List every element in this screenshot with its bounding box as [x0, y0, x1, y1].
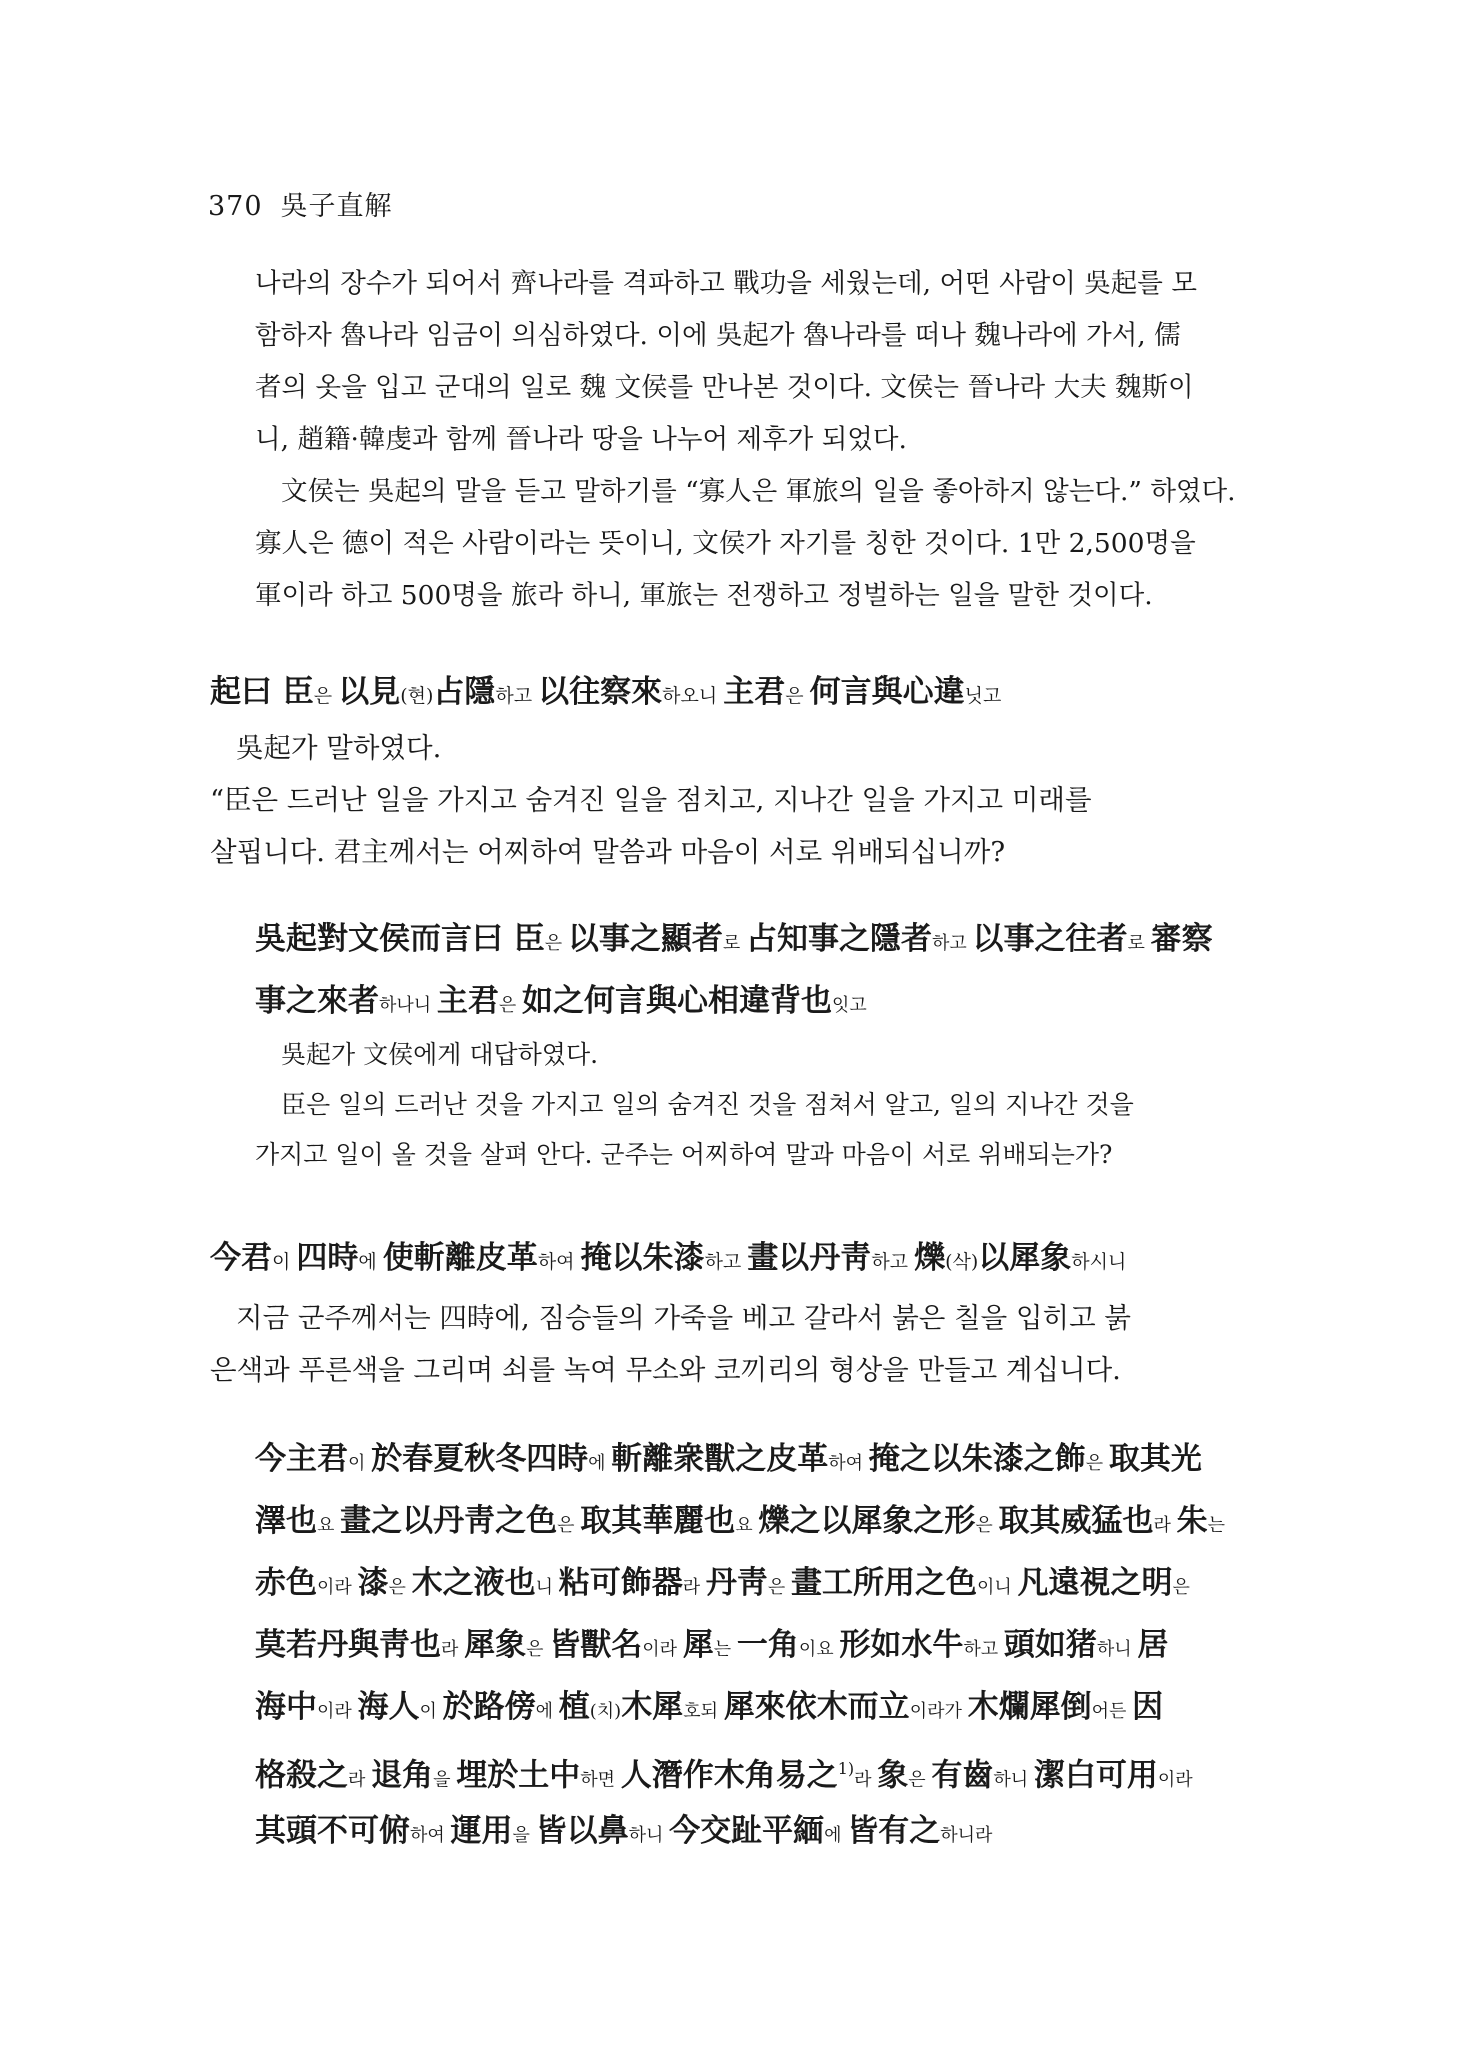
text-segment: 라: [348, 1769, 372, 1791]
text-line: 니, 趙籍·韓虔과 함께 晉나라 땅을 나누어 제후가 되었다.: [255, 424, 907, 455]
text-line: 者의 옷을 입고 군대의 일로 魏 文侯를 만나본 것이다. 文侯는 晉나라 大夫 魏斯이: [255, 372, 1194, 403]
text-segment: 은: [544, 933, 568, 954]
text-segment: 잇고: [832, 995, 867, 1016]
text-segment: 이: [348, 1453, 372, 1474]
text-segment: 은: [557, 1515, 581, 1536]
text-segment: 形如水牛: [839, 1627, 964, 1663]
text-segment: 는: [1207, 1515, 1226, 1536]
text-segment: 라: [854, 1769, 878, 1791]
text-segment: 事之來者: [255, 983, 379, 1019]
text-segment: 海人: [357, 1689, 420, 1725]
text-segment: 其頭不可俯: [255, 1813, 410, 1849]
text-segment: 하고: [871, 1251, 915, 1273]
text-segment: 象: [877, 1757, 909, 1794]
text-line: 臣은 일의 드러난 것을 가지고 일의 숨겨진 것을 점쳐서 알고, 일의 지나간 것을: [281, 1090, 1134, 1119]
text-segment: 格殺之: [255, 1757, 348, 1794]
text-segment: 로: [1127, 933, 1151, 954]
text-line: 寡人은 德이 적은 사람이라는 뜻이니, 文侯가 자기를 칭한 것이다. 1만 2,500명을: [255, 528, 1196, 559]
text-segment: 埋於土中: [456, 1757, 581, 1794]
text-segment: 一角: [736, 1627, 799, 1663]
text-segment: 하고: [963, 1639, 1004, 1660]
text-segment: 하면: [580, 1769, 621, 1791]
commentary-line: [255, 1428, 1265, 1490]
text-segment: 退角: [371, 1757, 434, 1794]
text-segment: 木犀: [621, 1689, 684, 1725]
text-segment: 占知事之隱者: [746, 921, 933, 957]
text-segment: 에: [535, 1701, 559, 1722]
text-segment: 海中: [255, 1689, 317, 1725]
commentary-text: [255, 908, 1265, 1032]
text-segment: 은: [908, 1769, 932, 1791]
text-segment: (치): [589, 1701, 622, 1722]
text-segment: 이니: [977, 1577, 1018, 1598]
text-segment: 以見: [338, 674, 401, 710]
text-segment: 今主君: [255, 1441, 348, 1477]
text-segment: 皆獸名: [549, 1627, 643, 1663]
text-segment: 하니라: [940, 1825, 993, 1846]
text-segment: 니: [535, 1577, 559, 1598]
text-segment: 因: [1132, 1689, 1164, 1725]
text-segment: 畫之以丹靑之色: [340, 1503, 558, 1539]
text-segment: 하니: [1096, 1639, 1138, 1660]
text-segment: 畫工所用之色: [791, 1565, 977, 1601]
text-segment: 에: [824, 1825, 848, 1846]
text-segment: 라: [682, 1577, 706, 1598]
text-segment: 은: [767, 1577, 791, 1598]
text-line: “臣은 드러난 일을 가지고 숨겨진 일을 점치고, 지나간 일을 가지고 미래를: [210, 784, 1092, 816]
book-title: 吳子直解: [280, 191, 393, 222]
text-segment: 有齒: [931, 1757, 994, 1794]
text-segment: 吳起對文侯而言曰 臣: [255, 921, 545, 957]
text-segment: 犀來依木而立: [723, 1689, 910, 1725]
text-segment: 赤色: [255, 1565, 317, 1601]
text-segment: 丹靑: [705, 1565, 768, 1601]
text-segment: 運用: [450, 1813, 513, 1849]
commentary-text: [255, 1428, 1265, 1862]
commentary-line: [255, 1676, 1265, 1738]
text-segment: 이: [419, 1701, 443, 1722]
commentary-line: [255, 970, 1265, 1032]
text-segment: 에: [358, 1251, 383, 1273]
text-segment: 라: [1153, 1515, 1177, 1536]
text-line: 가지고 일이 올 것을 살펴 안다. 군주는 어찌하여 말과 마음이 서로 위배되는가?: [255, 1140, 1113, 1169]
text-segment: 今君: [210, 1240, 272, 1276]
text-segment: 을: [433, 1769, 457, 1791]
text-segment: 於春夏秋冬四時: [371, 1441, 589, 1477]
text-segment: 取其華麗也: [580, 1503, 736, 1539]
text-segment: 은: [388, 1577, 412, 1598]
text-segment: 犀: [682, 1627, 714, 1663]
text-segment: 起曰 臣: [210, 674, 314, 710]
text-segment: 凡遠視之明: [1017, 1565, 1173, 1601]
commentary-line: [255, 1552, 1265, 1614]
text-segment: 은: [785, 685, 810, 707]
text-line: 함하자 魯나라 임금이 의심하였다. 이에 吳起가 魯나라를 떠나 魏나라에 가서, 儒: [255, 320, 1181, 351]
text-segment: 하오니: [662, 685, 724, 707]
text-segment: 이라가: [909, 1701, 968, 1722]
text-segment: 은: [1085, 1453, 1109, 1474]
text-segment: 掩之以朱漆之飾: [868, 1441, 1086, 1477]
text-segment: 粘可飾器: [558, 1565, 683, 1601]
text-segment: 斬離衆獸之皮革: [611, 1441, 829, 1477]
text-segment: 朱: [1176, 1503, 1208, 1539]
text-segment: 澤也: [255, 1503, 317, 1539]
text-segment: 이라: [317, 1577, 358, 1598]
text-segment: 以往察來: [538, 674, 663, 710]
text-segment: 畫以丹靑: [747, 1240, 872, 1276]
text-segment: 하여: [537, 1251, 581, 1273]
text-segment: 하고: [495, 685, 539, 707]
text-segment: (현): [400, 685, 434, 707]
text-line: 은색과 푸른색을 그리며 쇠를 녹여 무소와 코끼리의 형상을 만들고 계십니다.: [210, 1354, 1121, 1386]
text-segment: 닛고: [964, 685, 1002, 707]
text-line: 吳起가 말하였다.: [236, 732, 442, 764]
commentary-line: [255, 1738, 1265, 1800]
text-segment: 皆以鼻: [535, 1813, 629, 1849]
text-segment: (삭): [945, 1251, 979, 1273]
translation-paragraph: [210, 1292, 1265, 1396]
commentary-translation: [255, 1030, 1265, 1180]
text-segment: 以事之顯者: [567, 921, 723, 957]
text-segment: 하니: [628, 1825, 670, 1846]
text-segment: 取其光: [1108, 1441, 1202, 1477]
text-segment: 植: [558, 1689, 590, 1725]
text-line: 나라의 장수가 되어서 齊나라를 격파하고 戰功을 세웠는데, 어떤 사람이 吳起를 모: [255, 268, 1197, 299]
commentary-line: [255, 1614, 1265, 1676]
text-segment: 은: [975, 1515, 999, 1536]
text-segment: 하고: [932, 933, 973, 954]
text-segment: 이라: [317, 1701, 358, 1722]
running-header: [208, 184, 411, 223]
text-segment: 爍之以犀象之形: [758, 1503, 976, 1539]
text-segment: 今交趾平緬: [669, 1813, 825, 1849]
text-segment: 하여: [828, 1453, 869, 1474]
page-number: 370: [208, 191, 263, 222]
text-segment: 하여: [410, 1825, 451, 1846]
text-segment: 何言與心違: [809, 674, 965, 710]
text-segment: 以犀象: [978, 1240, 1072, 1276]
commentary-line: [255, 1800, 1265, 1862]
text-line: 살핍니다. 君主께서는 어찌하여 말씀과 마음이 서로 위배되십니까?: [210, 836, 1006, 868]
text-segment: 는: [713, 1639, 737, 1660]
text-segment: 은: [313, 685, 339, 707]
classical-text-heading: [210, 666, 1001, 711]
text-segment: 主君: [723, 674, 786, 710]
text-segment: 漆: [357, 1565, 389, 1601]
text-segment: 如之何言與心相違背也: [522, 983, 833, 1019]
commentary-line: [255, 908, 1265, 970]
text-segment: 하고: [704, 1251, 748, 1273]
text-line: 軍이라 하고 500명을 旅라 하니, 軍旅는 전쟁하고 정벌하는 일을 말한 것이다.: [255, 580, 1153, 611]
text-segment: 라: [441, 1639, 465, 1660]
text-segment: 取其威猛也: [998, 1503, 1154, 1539]
text-segment: 使斬離皮革: [382, 1240, 538, 1276]
text-segment: 이요: [798, 1639, 840, 1660]
text-segment: 爍: [914, 1240, 946, 1276]
text-segment: 어든: [1091, 1701, 1133, 1722]
text-segment: 은: [1172, 1577, 1190, 1598]
commentary-line: [255, 1490, 1265, 1552]
text-segment: 이라: [1157, 1769, 1193, 1791]
text-segment: 은: [498, 995, 523, 1016]
text-segment: 이라: [642, 1639, 683, 1660]
text-line: 文侯는 吳起의 말을 듣고 말하기를 “寡人은 軍旅의 일을 좋아하지 않는다.” 하였다.: [281, 476, 1236, 507]
intro-paragraph: [255, 258, 1265, 622]
text-segment: 占隱: [433, 674, 496, 710]
text-segment: 이: [272, 1251, 297, 1273]
text-segment: 居: [1137, 1627, 1169, 1663]
text-segment: 은: [526, 1639, 550, 1660]
text-segment: 審察: [1150, 921, 1213, 957]
text-segment: 於路傍: [442, 1689, 536, 1725]
text-segment: 에: [588, 1453, 612, 1474]
text-segment: 하시니: [1071, 1251, 1127, 1273]
text-segment: 하니: [993, 1769, 1034, 1791]
text-segment: 頭如猪: [1003, 1627, 1097, 1663]
text-segment: 을: [512, 1825, 536, 1846]
text-segment: 木爛犀倒: [967, 1689, 1092, 1725]
text-line: 吳起가 文侯에게 대답하였다.: [281, 1040, 599, 1069]
text-line: 지금 군주께서는 四時에, 짐승들의 가죽을 베고 갈라서 붉은 칠을 입히고 붉: [236, 1302, 1131, 1334]
text-segment: 主君: [436, 983, 499, 1019]
footnote-marker: 1): [837, 1759, 855, 1778]
text-segment: 人潛作木角易之: [620, 1757, 838, 1794]
text-segment: 로: [722, 933, 747, 954]
text-segment: 掩以朱漆: [580, 1240, 705, 1276]
text-segment: 요: [735, 1515, 759, 1536]
text-segment: 호되: [683, 1701, 724, 1722]
classical-text-heading: [210, 1232, 1126, 1277]
text-segment: 潔白可用: [1033, 1757, 1158, 1794]
translation-paragraph: [210, 722, 1265, 878]
text-segment: 皆有之: [847, 1813, 941, 1849]
text-segment: 四時: [296, 1240, 359, 1276]
text-segment: 犀象: [464, 1627, 527, 1663]
text-segment: 以事之往者: [972, 921, 1128, 957]
text-segment: 莫若丹與靑也: [255, 1627, 441, 1663]
text-segment: 木之液也: [411, 1565, 536, 1601]
text-segment: 요: [317, 1515, 341, 1536]
text-segment: 하나니: [379, 995, 437, 1016]
